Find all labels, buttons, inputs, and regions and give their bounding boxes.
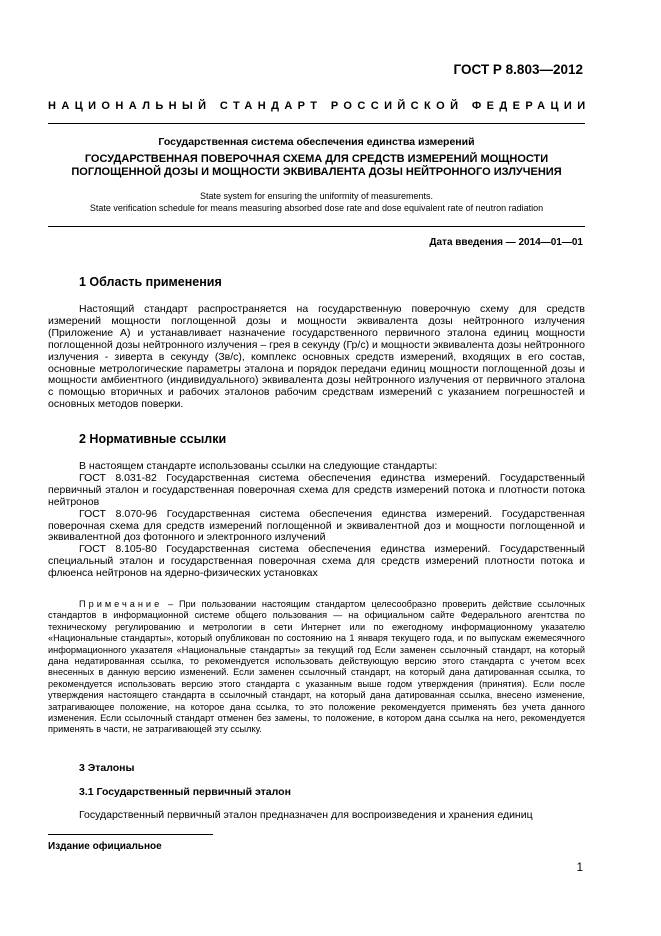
reference-item: ГОСТ 8.070-96 Государственная система обеспечения единства измерений. Государственная поверочная схема для средств измерений поглощенной и эквивалентной доз и мощности поглощенной и эквивалентной доз фотонного и электронного излучений	[48, 507, 585, 544]
title-divider	[48, 226, 585, 227]
document-title	[48, 153, 585, 179]
document-number: ГОСТ Р 8.803—2012	[453, 62, 583, 77]
section-1-text: Настоящий стандарт распространяется на государственную поверочную схему для средств измерений мощности поглощенной дозы и мощности эквивалента дозы нейтронного излучения (Приложение А) и устанавливает назначение государственного первичного эталона единиц мощности поглощенной дозы нейтронного излучения – грея в секунду (Гр/с) и мощности эквивалента дозы нейтронного излучения - зиверта в секунду (Зв/с), комплекс основных средств измерений, входящих в его состав, основные метрологические параметры эталона и порядок передачи единиц мощности поглощенной дозы и мощности амбиентного (индивидуального) эквивалента дозы нейтронного излучения от первичного эталона с помощью вторичных и рабочих эталонов рабочим средствам измерений с указанием погрешностей и основных методов поверки.	[48, 303, 585, 411]
introduction-date: Дата введения — 2014—01—01	[429, 237, 583, 248]
system-title: Государственная система обеспечения единства измерений	[158, 136, 475, 148]
document-title-line-1: ГОСУДАРСТВЕННАЯ ПОВЕРОЧНАЯ СХЕМА ДЛЯ СРЕДСТВ ИЗМЕРЕНИЙ МОЩНОСТИ	[84, 153, 549, 165]
note-text: – При пользовании настоящим стандартом целесообразно проверить действие ссылочных стандартов в информационной системе общего пользования — на официальном сайте Федерального агентства по техническому регулированию и метрологии в сети Интернет или по ежегодному информационному указателю «Национальные стандарты», который опубликован по состоянию на 1 января текущего года, и по выпускам ежемесячного информационного указателя «Национальные стандарты» за текущий год Если заменен ссылочный стандарт, на который дана недатированная ссылка, то рекомендуется использовать действующую версию этого стандарта с учетом всех внесенных в данную версию изменений. Если заменен ссылочный стандарт, на который дана датированная ссылка, то рекомендуется использовать версию этого стандарта с указанным выше годом утверждения (принятия). Если после утверждения настоящего стандарта в ссылочный стандарт, на который дана датированная ссылка, внесено изменение, затрагивающее положение, на которое дана ссылка, то это положение рекомендуется применять без учета данного изменения. Если ссылочный стандарт отменен без замены, то положение, в котором дана ссылка на него, рекомендуется применять в части, не затрагивающей эту ссылку.	[48, 599, 585, 735]
page-number: 1	[576, 862, 583, 874]
edition-label: Издание официальное	[48, 841, 162, 852]
english-title-line-2: State verification schedule for means measuring absorbed dose rate and dose equivalent rate of neutron radiation	[89, 203, 544, 213]
footer-divider	[48, 834, 213, 835]
reference-item: ГОСТ 8.105-80 Государственная система обеспечения единства измерений. Государственный специальный эталон и государственная поверочная схема для средств измерений плотности потока и флюенса нейтронов на ядерно-физических установках	[48, 543, 585, 580]
references-list	[48, 461, 585, 580]
header-divider	[48, 123, 585, 124]
reference-item: ГОСТ 8.031-82 Государственная система обеспечения единства измерений. Государственный первичный эталон и государственная поверочная схема для средств измерений потока и плотности потока нейтронов	[48, 471, 585, 508]
section-3-1-heading: 3.1 Государственный первичный эталон	[79, 786, 291, 798]
section-3-heading: 3 Эталоны	[79, 762, 135, 774]
english-title	[48, 190, 585, 214]
section-3-1-text: Государственный первичный эталон предназначен для воспроизведения и хранения единиц	[79, 809, 533, 821]
references-note	[48, 599, 585, 736]
references-intro: В настоящем стандарте использованы ссылки на следующие стандарты:	[79, 460, 438, 472]
section-1-heading: 1 Область применения	[79, 275, 222, 289]
national-standard-label: НАЦИОНАЛЬНЫЙ СТАНДАРТ РОССИЙСКОЙ ФЕДЕРАЦИИ	[48, 100, 591, 112]
note-label: Примечание	[79, 599, 163, 609]
document-title-line-2: ПОГЛОЩЕННОЙ ДОЗЫ И МОЩНОСТИ ЭКВИВАЛЕНТА ДОЗЫ НЕЙТРОННОГО ИЗЛУЧЕНИЯ	[71, 166, 562, 178]
section-2-heading: 2 Нормативные ссылки	[79, 432, 227, 446]
english-title-line-1: State system for ensuring the uniformity of measurements.	[199, 191, 434, 201]
